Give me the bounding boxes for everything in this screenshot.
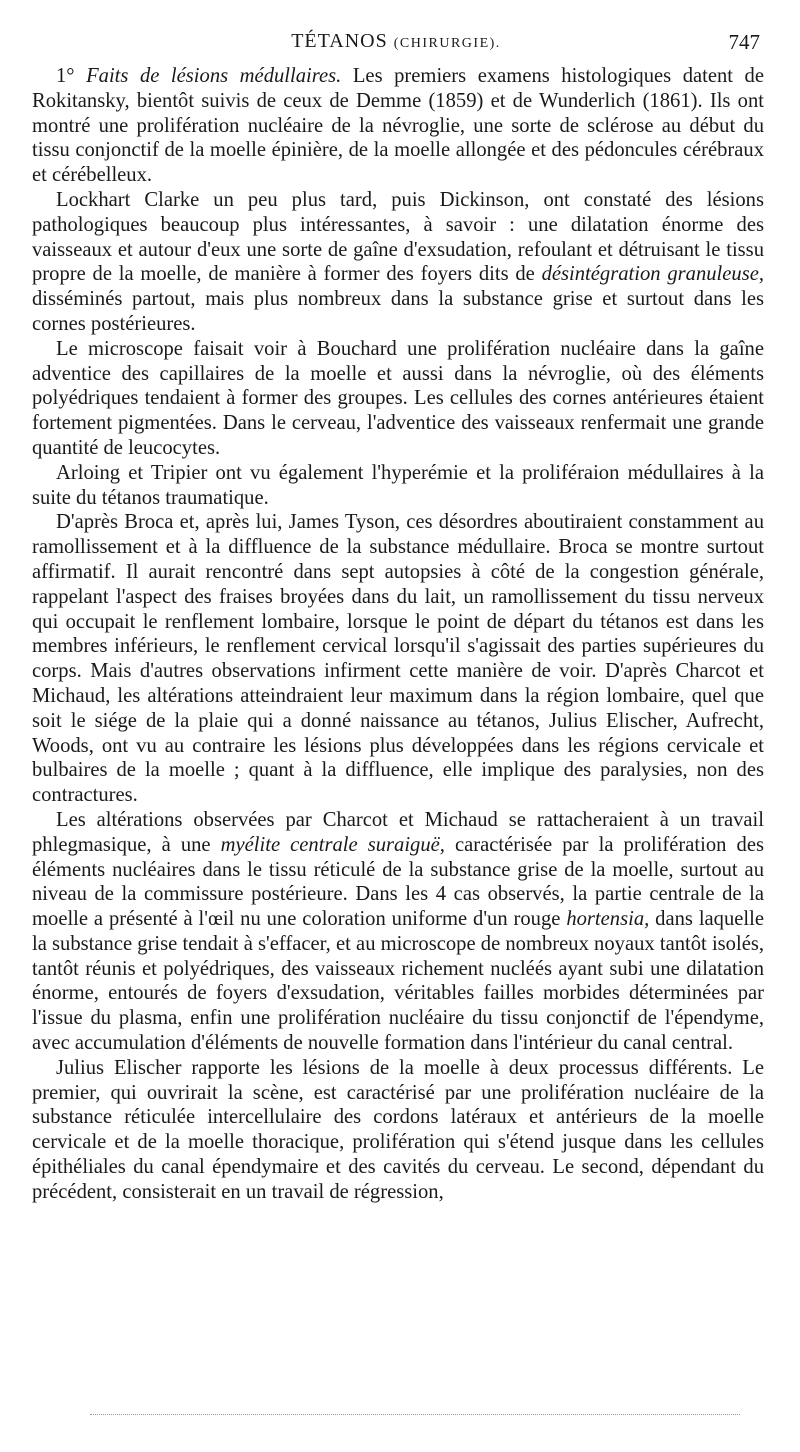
paragraph-7: Julius Elischer rapporte les lésions de la moelle à deux processus différents. Le premier, qui ouvrirait la scène, est caractérisé par une prolifération nucléaire de la substance réticulée intercellulaire des cordons latéraux et antérieurs de la moelle cervicale et de la moelle thoracique, prolifération qui s'étend jusque dans les cellules épithéliales du canal épendymaire et des cavités du cerveau. Le second, dépendant du précédent, consisterait en un travail de régression, [32, 1056, 764, 1203]
paragraph-1: 1° Faits de lésions médullaires. Les premiers examens histologiques datent de Rokitansky, bientôt suivis de ceux de Demme (1859) et de Wunderlich (1861). Ils ont montré une prolifération nucléaire de la névroglie, une sorte de sclérose au début du tissu conjonctif de la moelle épinière, de la moelle allongée et des pédoncules cérébraux et cérébelleux. [32, 65, 764, 187]
bottom-dotted-rule [90, 1414, 740, 1415]
page-body [32, 64, 764, 1205]
page-number: 747 [728, 30, 760, 54]
paragraph-3: Le microscope faisait voir à Bouchard une prolifération nucléaire dans la gaîne adventice des capillaires de la moelle et aussi dans la névroglie, où des éléments polyédriques tendaient à former des groupes. Les cellules des cornes antérieures étaient fortement pigmentées. Dans le cerveau, l'adventice des vaisseaux renfermait une grande quantité de leucocytes. [32, 337, 764, 459]
italic-term: hortensia, [566, 908, 650, 931]
running-title [32, 30, 760, 53]
running-title-main: TÉTANOS [291, 30, 388, 52]
paragraph-4: Arloing et Tripier ont vu également l'hyperémie et la proliféraion médullaires à la suite du tétanos traumatique. [32, 461, 764, 509]
paragraph-2: Lockhart Clarke un peu plus tard, puis Dickinson, ont constaté des lésions pathologiques beaucoup plus intéressantes, à savoir : une dilatation énorme des vaisseaux et autour d'eux une sorte de gaîne d'exsudation, refoulant et détruisant le tissu propre de la moelle, de manière à former des foyers dits de désintégration granuleuse, disséminés partout, mais plus nombreux dans la substance grise et surtout dans les cornes postérieures. [32, 188, 764, 335]
section-heading: Faits de lésions médullaires. [86, 65, 342, 87]
paragraph-6: Les altérations observées par Charcot et Michaud se rattacheraient à un travail phlegmasique, à une myélite centrale suraiguë, caractérisée par la prolifération des éléments nucléaires dans le tissu réticulé de la substance grise de la moelle, surtout au niveau de la commissure postérieure. Dans les 4 cas observés, la partie centrale de la moelle a présenté à l'œil nu une coloration uniforme d'un rouge hortensia, dans laquelle la substance grise tendait à s'effacer, et au microscope de nombreux noyaux tantôt isolés, tantôt réunis et polyédriques, des vaisseaux richement nucléés ayant subi une dilatation énorme, entourés de foyers d'exsudation, véritables failles morbides déterminées par l'issue du plasma, enfin une prolifération nucléaire du tissu conjonctif de l'épendyme, avec accumulation d'éléments de nouvelle formation dans l'intérieur du canal central. [32, 808, 764, 1055]
paragraph-5: D'après Broca et, après lui, James Tyson, ces désordres aboutiraient constamment au ramollissement et à la diffluence de la substance médullaire. Broca se montre surtout affirmatif. Il aurait rencontré dans sept autopsies à côté de la congestion générale, rappelant l'aspect des fraises broyées dans du lait, un ramollissement du tissu nerveux qui occupait le renflement lombaire, lorsque le point de départ du tétanos est dans les membres inférieurs, le renflement cervical lorsqu'il s'agissait des parties supérieures du corps. Mais d'autres observations infirment cette manière de voir. D'après Charcot et Michaud, les altérations atteindraient leur maximum dans la région lombaire, quel que soit le siége de la plaie qui a donné naissance au tétanos, Julius Elischer, Aufrecht, Woods, ont vu au contraire les lésions plus développées dans les régions cervicale et bulbaires de la moelle ; quant à la diffluence, elle implique des paralysies, non des contractures. [32, 511, 764, 807]
running-title-subtitle: (CHIRURGIE). [393, 36, 501, 51]
running-header [32, 30, 760, 60]
italic-term: myélite centrale suraiguë, [220, 833, 445, 856]
italic-term: désintégration granuleuse, [541, 263, 764, 286]
